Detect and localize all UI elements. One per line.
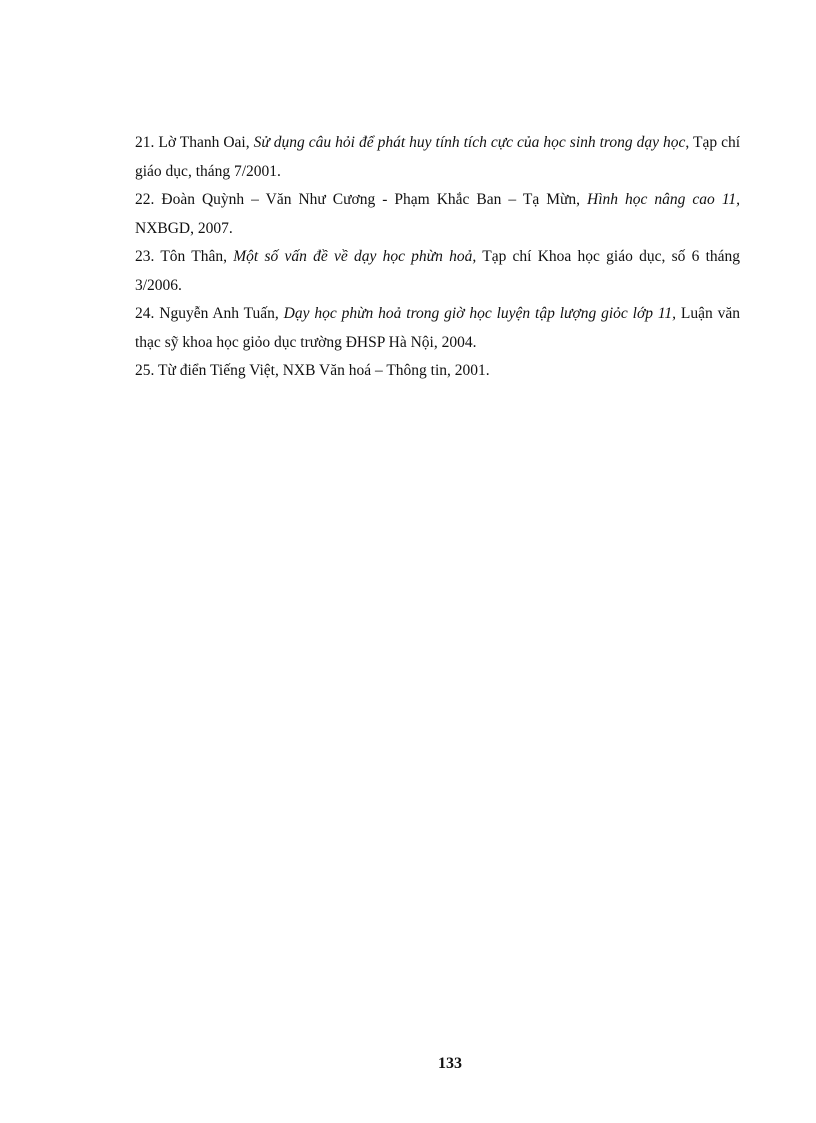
- reference-item-21: [135, 129, 740, 186]
- reference-title: Một số vấn đề về dạy học phừn hoả,: [233, 248, 477, 265]
- reference-item-22: [135, 186, 740, 243]
- reference-number: 21.: [135, 134, 155, 151]
- reference-number: 22.: [135, 191, 155, 208]
- reference-number: 23.: [135, 248, 155, 265]
- reference-title: Dạy học phừn hoả trong giờ học luyện tập lượng giỏc lớp 11,: [283, 305, 677, 322]
- reference-number: 25.: [135, 362, 155, 379]
- reference-item-25: [135, 357, 740, 386]
- reference-item-24: [135, 300, 740, 357]
- reference-author: Từ điển Tiếng Việt, NXB Văn hoá – Thông tin, 2001.: [157, 362, 490, 379]
- reference-number: 24.: [135, 305, 155, 322]
- reference-author: Nguyễn Anh Tuấn,: [159, 305, 279, 322]
- reference-list: [135, 129, 740, 386]
- reference-title: Hình học nâng cao 11,: [587, 191, 741, 208]
- reference-publication: Tạp chí Khoa học giáo dục, số 6 tháng 3/2006.: [135, 248, 741, 294]
- page-number: 133: [438, 1055, 462, 1072]
- reference-publication: Luận văn thạc sỹ khoa học giỏo dục trường ĐHSP Hà Nội, 2004.: [135, 305, 741, 351]
- reference-title: Sử dụng câu hỏi để phát huy tính tích cực của học sinh trong dạy học: [253, 134, 686, 151]
- reference-publication: , Tạp chí giáo dục, tháng 7/2001.: [135, 134, 741, 180]
- reference-author: Lờ Thanh Oai,: [158, 134, 250, 151]
- reference-author: Đoàn Quỳnh – Văn Như Cương - Phạm Khắc Ban – Tạ Mừn,: [161, 191, 581, 208]
- reference-author: Tôn Thân,: [160, 248, 227, 265]
- reference-item-23: [135, 243, 740, 300]
- reference-publication: NXBGD, 2007.: [135, 219, 233, 237]
